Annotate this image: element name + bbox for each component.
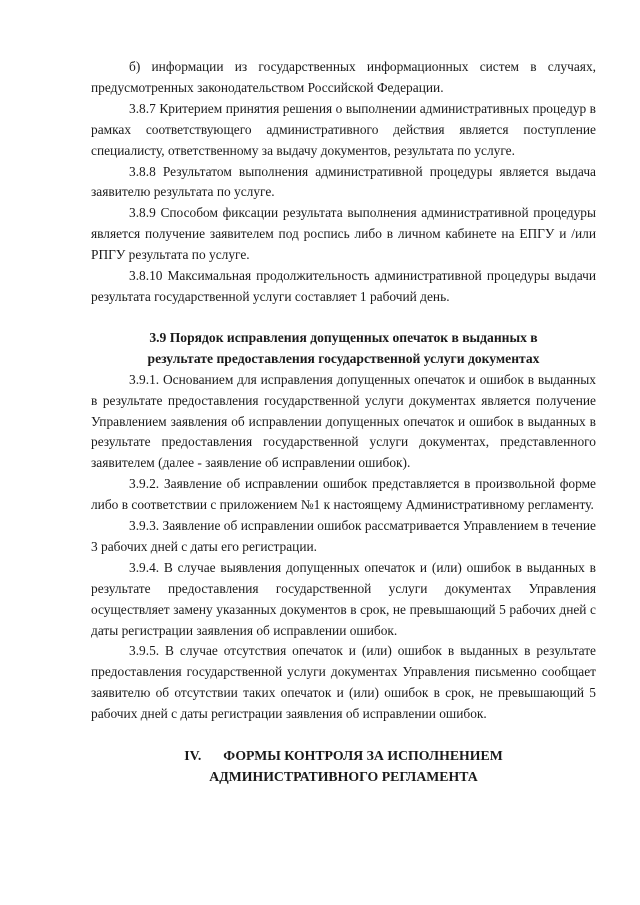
paragraph-3-8-10: 3.8.10 Максимальная продолжительность административной процедуры выдачи результата государственной услуги составляет 1 рабочий день.: [91, 268, 596, 304]
paragraph-3-8-7: 3.8.7 Критерием принятия решения о выполнении административных процедур в рамках соответствующего административного действия является поступление специалисту, ответственному за выдачу документов, результата по услуге.: [91, 100, 596, 158]
paragraph-3-8-9: 3.8.9 Способом фиксации результата выполнения административной процедуры является получение заявителем под роспись либо в личном кабинете на ЕПГУ и /или РПГУ результата по услуге.: [91, 205, 596, 263]
paragraph-3-8-8: 3.8.8 Результатом выполнения административной процедуры является выдача заявителю результата по услуге.: [91, 163, 596, 200]
section-4-title-line1: ФОРМЫ КОНТРОЛЯ ЗА ИСПОЛНЕНИЕМ: [223, 748, 503, 764]
document-page: [91, 57, 596, 787]
section-4-number: IV.: [184, 748, 202, 764]
paragraph-3-9-2: 3.9.2. Заявление об исправлении ошибок представляется в произвольной форме либо в соответствии с приложением №1 к настоящему Административному регламенту.: [91, 476, 596, 513]
section-3-9-heading-line2: результате предоставления государственной услуги документах: [147, 350, 540, 366]
section-4-heading-line1: [91, 745, 596, 766]
section-4-heading: [91, 745, 596, 787]
paragraph-3-9-1: 3.9.1. Основанием для исправления допущенных опечаток и ошибок в выданных в результате предоставления государственной услуги документах является получение Управлением заявления об исправлении допущенных опечаток и ошибок в выданных в результате предоставления государственной услуги документах, представленного заявителем (далее - заявление об исправлении ошибок).: [91, 371, 596, 471]
section-3-9-heading-line1: 3.9 Порядок исправления допущенных опечаток в выданных в: [149, 329, 538, 345]
paragraph-3-8-6-b: б) информации из государственных информационных систем в случаях, предусмотренных законодательством Российской Федерации.: [91, 59, 596, 95]
section-3-9-heading: [91, 328, 596, 370]
paragraph-3-9-5: 3.9.5. В случае отсутствия опечаток и (или) ошибок в выданных в результате предоставления государственной услуги документах Управления письменно сообщает заявителю об отсутствии таких опечаток и (или) ошибок в срок, не превышающий 5 рабочих дней с даты регистрации заявления об исправлении ошибок.: [91, 643, 596, 722]
paragraph-3-9-4: 3.9.4. В случае выявления допущенных опечаток и (или) ошибок в выданных в результате предоставления государственной услуги документах Управления осуществляет замену указанных документов в срок, не превышающий 5 рабочих дней с даты регистрации заявления об исправлении ошибок.: [91, 559, 596, 638]
paragraph-3-9-3: 3.9.3. Заявление об исправлении ошибок рассматривается Управлением в течение 3 рабочих дней с даты его регистрации.: [91, 518, 596, 554]
section-4-title-line2: АДМИНИСТРАТИВНОГО РЕГЛАМЕНТА: [209, 769, 478, 785]
